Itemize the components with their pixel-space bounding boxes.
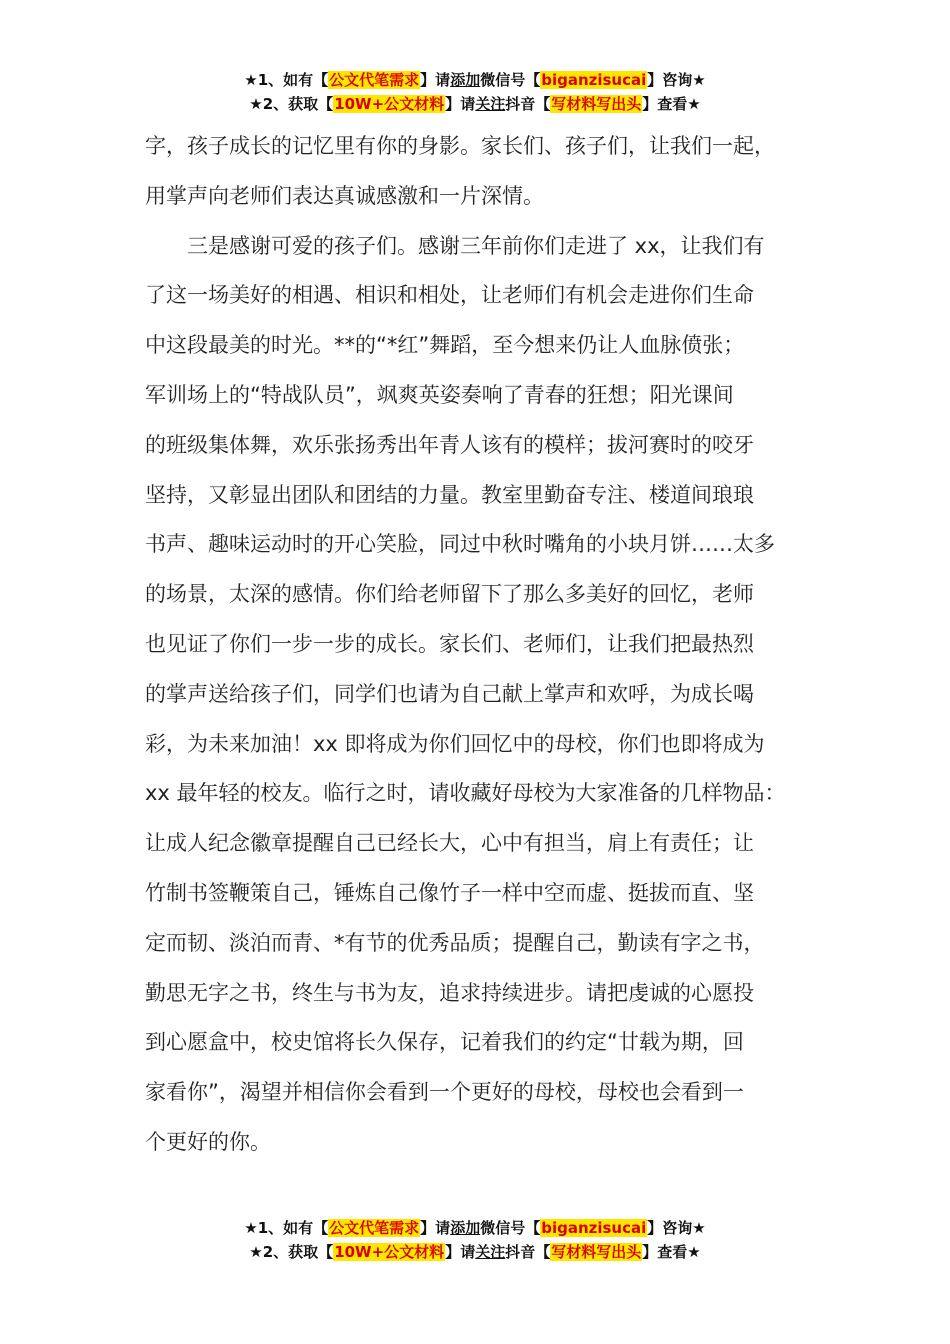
banner-text: 】请 [445,1243,476,1261]
text-line: 了这一场美好的相遇、相识和相处，让老师们有机会走进你们生命 [145,283,754,308]
banner-text: 】咨询★ [647,1219,706,1237]
text-line: 用掌声向老师们表达真诚感激和一片深情。 [145,183,544,208]
text-line: 字，孩子成长的记忆里有你的身影。家长们、孩子们，让我们一起， [145,134,775,158]
banner-text: 】请 [420,1219,451,1237]
underline-follow: 关注 [475,1243,506,1261]
banner-line-1 [0,1216,950,1240]
text-line: 个更好的你。 [145,1129,271,1154]
banner-text: 微信号【 [480,1219,541,1237]
text-line: 也见证了你们一步一步的成长。家长们、老师们，让我们把最热烈 [145,631,754,656]
text-line: 竹制书签鞭策自己，锤炼自己像竹子一样中空而虚、挺拔而直、坚 [145,880,754,905]
text-line: 的掌声送给孩子们，同学们也请为自己献上掌声和欢呼，为成长喝 [145,681,754,706]
text-line: 中这段最美的时光。**的“*红”舞蹈，至今想来仍让人血脉偾张； [145,333,745,358]
text-line: 坚持，又彰显出团队和团结的力量。教室里勤奋专注、楼道间琅琅 [145,482,754,507]
highlight-douyin-account: 写材料写出头 [551,1243,642,1261]
highlight-douyin-account: 写材料写出头 [551,95,642,113]
banner-text: 】请 [420,71,451,89]
highlight-wechat-id: biganzisucai [541,1219,647,1237]
banner-text: 抖音【 [505,1243,551,1261]
banner-line-2 [0,92,950,116]
header-banner [0,68,950,116]
text-line: 定而韧、淡泊而青、*有节的优秀品质；提醒自己，勤读有字之书， [145,930,765,955]
banner-text: 抖音【 [505,95,551,113]
text-line: 书声、趣味运动时的开心笑脸，同过中秋时嘴角的小块月饼……太多 [145,532,775,557]
footer-banner [0,1216,950,1264]
text-line: 的场景，太深的感情。你们给老师留下了那么多美好的回忆，老师 [145,582,754,607]
text-line: 三是感谢可爱的孩子们。感谢三年前你们走进了 xx，让我们有 [145,233,765,258]
highlight-materials: 10W+公文材料 [334,1243,445,1261]
banner-text: ★2、获取【 [249,1243,334,1261]
text-line: 到心愿盒中，校史馆将长久保存，记着我们的约定“廿载为期，回 [145,1030,744,1055]
text-line: xx 最年轻的校友。临行之时，请收藏好母校为大家准备的几样物品： [145,781,786,806]
banner-text: ★2、获取【 [249,95,334,113]
banner-text: ★1、如有【 [244,71,329,89]
banner-text: 】请 [445,95,476,113]
underline-follow: 关注 [475,95,506,113]
banner-text: ★1、如有【 [244,1219,329,1237]
banner-text: 】查看★ [642,1243,701,1261]
banner-line-2 [0,1240,950,1264]
highlight-service: 公文代笔需求 [329,71,420,89]
highlight-wechat-id: biganzisucai [541,71,647,89]
text-line: 勤思无字之书，终生与书为友，追求持续进步。请把虔诚的心愿投 [145,980,754,1005]
banner-text: 微信号【 [480,71,541,89]
text-line: 家看你”，渴望并相信你会看到一个更好的母校，母校也会看到一 [145,1080,744,1105]
text-line: 的班级集体舞，欢乐张扬秀出年青人该有的模样；拔河赛时的咬牙 [145,432,754,457]
underline-add: 添加 [450,71,481,89]
text-line: 让成人纪念徽章提醒自己已经长大，心中有担当，肩上有责任；让 [145,831,754,856]
text-line: 军训场上的“特战队员”，飒爽英姿奏响了青春的狂想；阳光课间 [145,382,734,407]
banner-text: 】查看★ [642,95,701,113]
text-line: 彩，为未来加油！xx 即将成为你们回忆中的母校，你们也即将成为 [145,731,765,756]
banner-text: 】咨询★ [647,71,706,89]
highlight-materials: 10W+公文材料 [334,95,445,113]
underline-add: 添加 [450,1219,481,1237]
body-text [145,122,825,1168]
banner-line-1 [0,68,950,92]
highlight-service: 公文代笔需求 [329,1219,420,1237]
